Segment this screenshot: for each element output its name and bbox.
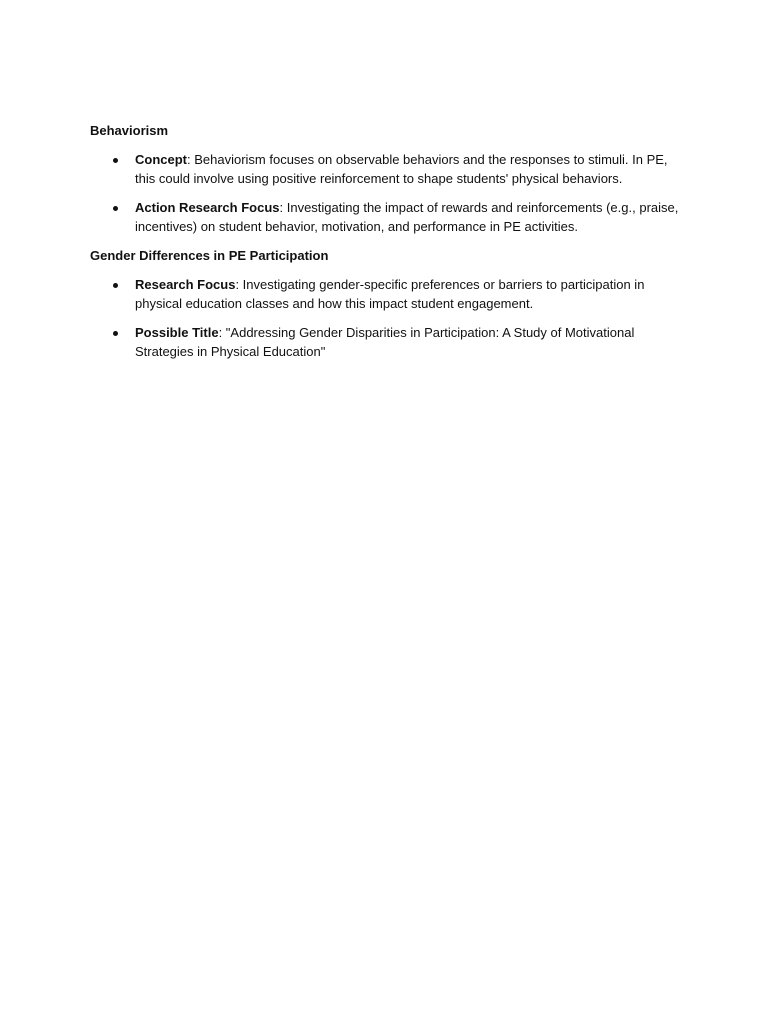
section-heading: Gender Differences in PE Participation — [90, 248, 329, 263]
item-text: : "Addressing Gender Disparities in Participation: A Study of Motivational Strategies in Physical Education" — [135, 325, 635, 359]
item-term: Concept — [135, 152, 187, 167]
list-item — [90, 150, 680, 188]
list-item — [90, 323, 680, 361]
item-text: : Behaviorism focuses on observable behaviors and the responses to stimuli. In PE, this could involve using positive reinforcement to shape students' physical behaviors. — [135, 152, 668, 186]
bullet-list — [90, 275, 680, 361]
list-item — [90, 198, 680, 236]
item-text: : Investigating gender-specific preferences or barriers to participation in physical education classes and how this impact student engagement. — [135, 277, 645, 311]
item-term: Research Focus — [135, 277, 236, 292]
bullet-icon — [113, 283, 118, 288]
bullet-icon — [113, 206, 118, 211]
bullet-icon — [113, 331, 118, 336]
list-item — [90, 275, 680, 313]
section-heading: Behaviorism — [90, 123, 169, 138]
bullet-icon — [113, 158, 118, 163]
bullet-list — [90, 150, 680, 236]
item-text: : Investigating the impact of rewards and reinforcements (e.g., praise, incentives) on student behavior, motivation, and performance in PE activities. — [135, 200, 679, 234]
item-term: Possible Title — [135, 325, 219, 340]
section-gender-differences — [90, 246, 680, 361]
section-behaviorism — [90, 121, 680, 236]
item-term: Action Research Focus — [135, 200, 280, 215]
